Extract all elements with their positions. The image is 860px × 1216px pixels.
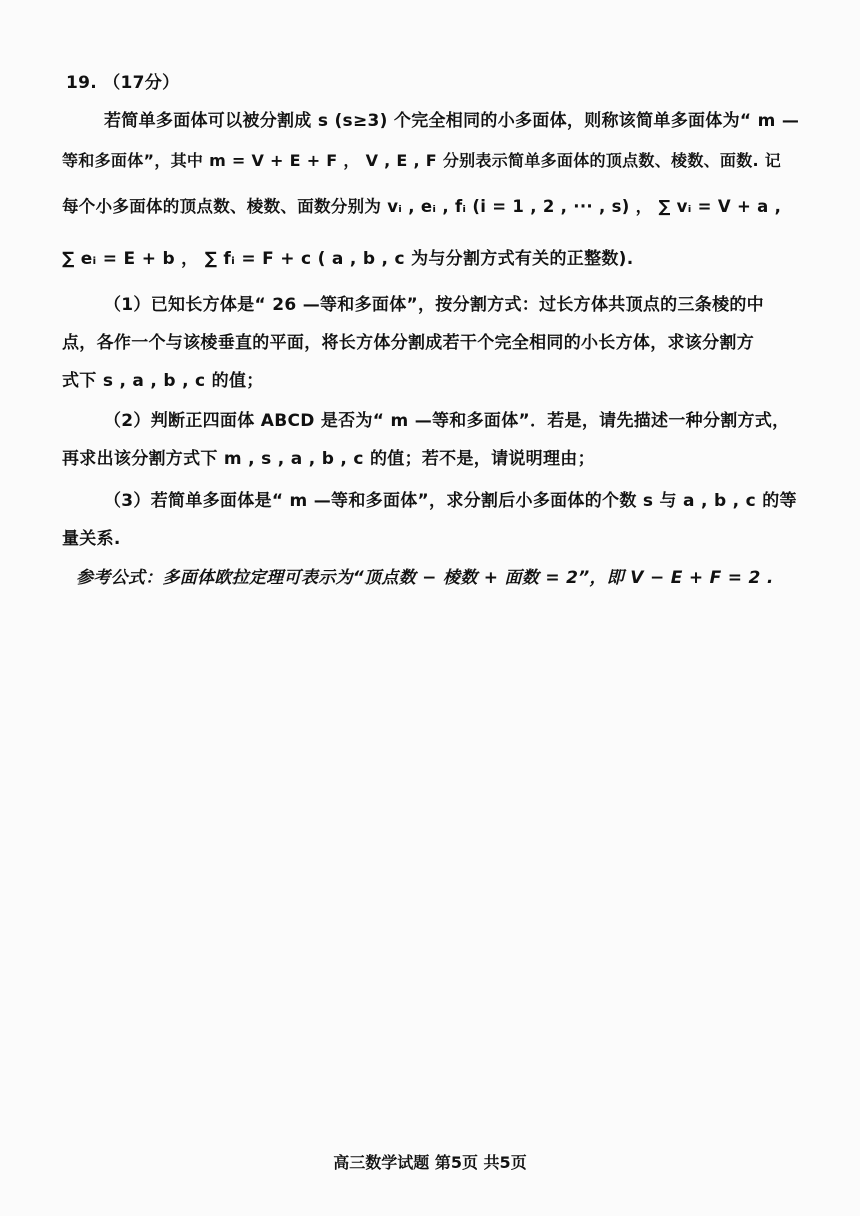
part1-line-2: 点，各作一个与该棱垂直的平面，将长方体分割成若干个完全相同的小长方体，求该分割方 xyxy=(62,333,754,353)
reference-formula: 参考公式：多面体欧拉定理可表示为“顶点数 − 棱数 + 面数 = 2”，即 V − E + F = 2 . xyxy=(76,568,774,588)
part1-line-1: （1）已知长方体是“ 26 —等和多面体”，按分割方式：过长方体共顶点的三条棱的中 xyxy=(104,295,764,315)
intro-line-4: ∑ eᵢ = E + b ， ∑ fᵢ = F + c ( a , b , c 为与分割方式有关的正整数). xyxy=(62,249,634,269)
part3-line-1: （3）若简单多面体是“ m —等和多面体”，求分割后小多面体的个数 s 与 a , b , c 的等 xyxy=(104,491,797,511)
page-footer: 高三数学试题 第5页 共5页 xyxy=(333,1153,527,1172)
question-points: （17分） xyxy=(103,73,180,93)
part3-line-2: 量关系. xyxy=(62,529,121,549)
part1-line-3: 式下 s , a , b , c 的值； xyxy=(62,371,264,391)
question-number: 19. xyxy=(66,73,98,93)
part2-line-1: （2）判断正四面体 ABCD 是否为“ m —等和多面体”．若是，请先描述一种分割方式， xyxy=(104,411,790,431)
intro-line-2: 等和多面体”，其中 m = V + E + F ， V , E , F 分别表示简单多面体的顶点数、棱数、面数. 记 xyxy=(62,151,782,170)
question-heading xyxy=(66,72,179,94)
part2-line-2: 再求出该分割方式下 m , s , a , b , c 的值；若不是，请说明理由； xyxy=(62,449,595,469)
intro-line-1: 若简单多面体可以被分割成 s (s≥3) 个完全相同的小多面体，则称该简单多面体为“ m — xyxy=(104,111,800,131)
intro-line-3: 每个小多面体的顶点数、棱数、面数分别为 vᵢ , eᵢ , fᵢ (i = 1 , 2 , ··· , s) ， ∑ vᵢ = V + a , xyxy=(62,197,782,216)
